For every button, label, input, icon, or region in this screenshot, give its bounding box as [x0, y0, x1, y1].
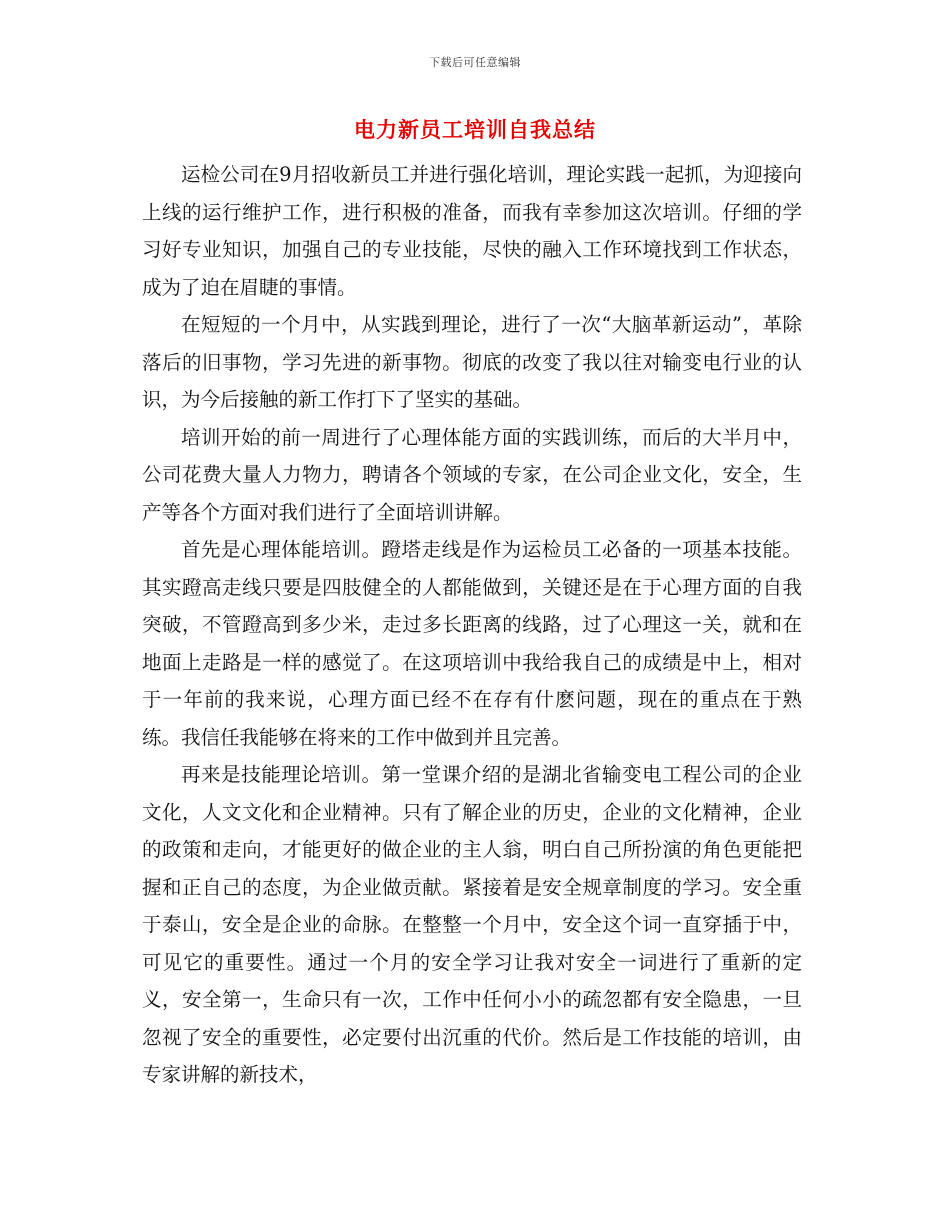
- paragraph-3: 培训开始的前一周进行了心理体能方面的实践训练，而后的大半月中，公司花费大量人力物力，聘请各个领域的专家，在公司企业文化，安全，生产等各个方面对我们进行了全面培训讲解。: [142, 425, 802, 524]
- paragraph-5: 再来是技能理论培训。第一堂课介绍的是湖北省输变电工程公司的企业文化，人文文化和企业精神。只有了解企业的历史，企业的文化精神，企业的政策和走向，才能更好的做企业的主人翁，明白自己所扮演的角色更能把握和正自己的态度，为企业做贡献。紧接着是安全规章制度的学习。安全重于泰山，安全是企业的命脉。在整整一个月中，安全这个词一直穿插于中，可见它的重要性。通过一个月的安全学习让我对安全一词进行了重新的定义，安全第一，生命只有一次，工作中任何小小的疏忽都有安全隐患，一旦忽视了安全的重要性，必定要付出沉重的代价。然后是工作技能的培训，由专家讲解的新技术，: [142, 763, 802, 1086]
- paragraph-4: 首先是心理体能培训。蹬塔走线是作为运检员工必备的一项基本技能。其实蹬高走线只要是四肢健全的人都能做到，关键还是在于心理方面的自我突破，不管蹬高到多少米，走过多长距离的线路，过了心理这一关，就和在地面上走路是一样的感觉了。在这项培训中我给我自己的成绩是中上，相对于一年前的我来说，心理方面已经不在存有什麽问题，现在的重点在于熟练。我信任我能够在将来的工作中做到并且完善。: [142, 538, 802, 749]
- document-title: 电力新员工培训自我总结: [354, 117, 596, 142]
- paragraph-2: 在短短的一个月中，从实践到理论，进行了一次“大脑革新运动”，革除落后的旧事物，学习先进的新事物。彻底的改变了我以往对输变电行业的认识，为今后接触的新工作打下了坚实的基础。: [142, 313, 802, 411]
- paragraph-1: 运检公司在9月招收新员工并进行强化培训，理论实践一起抓，为迎接向上线的运行维护工作，进行积极的准备，而我有幸参加这次培训。仔细的学习好专业知识，加强自己的专业技能，尽快的融入工作环境找到工作状态，成为了迫在眉睫的事情。: [142, 163, 802, 299]
- header-note: 下载后可任意编辑: [429, 56, 521, 69]
- document-body: [142, 156, 802, 1094]
